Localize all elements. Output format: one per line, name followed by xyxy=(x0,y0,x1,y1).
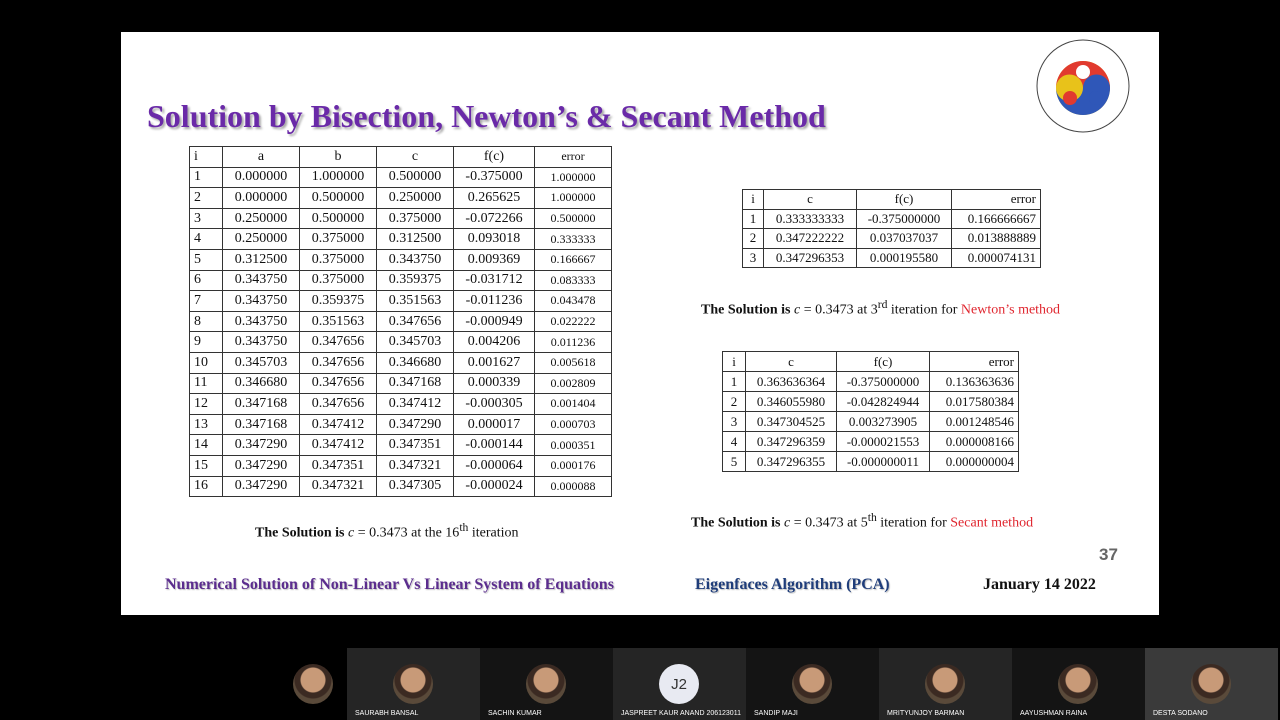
table-cell: 4 xyxy=(723,432,746,452)
table-cell: 0.347412 xyxy=(300,414,377,435)
participant-strip xyxy=(280,648,1278,720)
column-header: f(c) xyxy=(837,352,930,372)
table-cell: 0.000339 xyxy=(454,373,535,394)
participant-tile[interactable] xyxy=(480,648,613,720)
table-cell: 0.351563 xyxy=(300,311,377,332)
table-row xyxy=(190,352,612,373)
table-cell: 0.000008166 xyxy=(930,432,1019,452)
table-row xyxy=(190,476,612,497)
table-cell: 0.022222 xyxy=(535,311,612,332)
table-cell: -0.375000 xyxy=(454,167,535,188)
table-cell: 0.347321 xyxy=(300,476,377,497)
participant-avatar xyxy=(1058,664,1098,704)
participant-avatar xyxy=(925,664,965,704)
participant-tile[interactable] xyxy=(613,648,746,720)
table-cell: 3 xyxy=(723,412,746,432)
column-header: f(c) xyxy=(857,190,952,210)
table-cell: 0.000703 xyxy=(535,414,612,435)
table-cell: 0.043478 xyxy=(535,291,612,312)
table-cell: 0.011236 xyxy=(535,332,612,353)
footer-course-title: Numerical Solution of Non-Linear Vs Linear System of Equations xyxy=(165,576,614,593)
table-cell: 0.347296355 xyxy=(746,452,837,472)
table-row xyxy=(190,373,612,394)
table-row xyxy=(190,270,612,291)
table-cell: 0.375000 xyxy=(300,270,377,291)
table-cell: 0.347168 xyxy=(223,414,300,435)
column-header: i xyxy=(723,352,746,372)
table-cell: 0.345703 xyxy=(223,352,300,373)
table-cell: 0.017580384 xyxy=(930,392,1019,412)
footer-topic: Eigenfaces Algorithm (PCA) xyxy=(695,576,890,593)
table-cell: 0.343750 xyxy=(223,332,300,353)
participant-avatar xyxy=(393,664,433,704)
table-cell: 1 xyxy=(743,209,764,229)
table-cell: 0.001404 xyxy=(535,394,612,415)
table-cell: 0.347168 xyxy=(377,373,454,394)
table-cell: 0.000195580 xyxy=(857,248,952,268)
table-cell: 0.347412 xyxy=(300,435,377,456)
table-cell: 16 xyxy=(190,476,223,497)
table-cell: 0.347296359 xyxy=(746,432,837,452)
table-cell: 5 xyxy=(190,249,223,270)
table-cell: 0.009369 xyxy=(454,249,535,270)
participant-name: SACHIN KUMAR xyxy=(488,710,542,717)
table-cell: 0.375000 xyxy=(300,249,377,270)
newton-solution-note: The Solution is c = 0.3473 at 3rd iteration for Newton’s method xyxy=(701,298,1061,318)
table-cell: 0.001627 xyxy=(454,352,535,373)
table-cell: 5 xyxy=(723,452,746,472)
table-cell: 0.343750 xyxy=(377,249,454,270)
table-cell: 0.037037037 xyxy=(857,229,952,249)
table-cell: 6 xyxy=(190,270,223,291)
table-cell: 0.347321 xyxy=(377,455,454,476)
table-cell: 0.346055980 xyxy=(746,392,837,412)
column-header: error xyxy=(952,190,1041,210)
participant-tile[interactable] xyxy=(347,648,480,720)
table-cell: 0.000000004 xyxy=(930,452,1019,472)
table-row xyxy=(190,229,612,250)
table-row xyxy=(723,412,1019,432)
table-row xyxy=(190,435,612,456)
slide-page-number: 37 xyxy=(1099,545,1118,564)
column-header: i xyxy=(743,190,764,210)
table-cell: 9 xyxy=(190,332,223,353)
table-cell: 10 xyxy=(190,352,223,373)
table-cell: 0.013888889 xyxy=(952,229,1041,249)
bisection-table xyxy=(189,146,612,497)
table-cell: 3 xyxy=(190,208,223,229)
table-cell: 0.312500 xyxy=(377,229,454,250)
column-header: a xyxy=(223,147,300,168)
table-cell: 0.312500 xyxy=(223,249,300,270)
table-cell: 0.000000 xyxy=(223,167,300,188)
table-cell: 0.347351 xyxy=(300,455,377,476)
table-cell: 0.347656 xyxy=(300,394,377,415)
table-cell: 0.375000 xyxy=(377,208,454,229)
secant-table xyxy=(722,351,1019,472)
table-cell: 13 xyxy=(190,414,223,435)
table-cell: 0.347290 xyxy=(223,476,300,497)
table-header-row xyxy=(190,147,612,168)
participant-avatar xyxy=(526,664,566,704)
table-cell: 0.347290 xyxy=(223,435,300,456)
table-row xyxy=(190,249,612,270)
table-row xyxy=(190,291,612,312)
column-header: error xyxy=(535,147,612,168)
participant-avatar xyxy=(293,664,333,704)
table-cell: 1 xyxy=(190,167,223,188)
table-cell: 0.347656 xyxy=(300,352,377,373)
table-cell: 0.136363636 xyxy=(930,372,1019,392)
participant-avatar xyxy=(1191,664,1231,704)
table-cell: 0.347290 xyxy=(223,455,300,476)
table-cell: 0.093018 xyxy=(454,229,535,250)
table-cell: 0.166667 xyxy=(535,249,612,270)
participant-name: JASPREET KAUR ANAND 206123011 xyxy=(621,710,741,717)
participant-tile[interactable] xyxy=(879,648,1012,720)
table-cell: -0.011236 xyxy=(454,291,535,312)
table-cell: 0.250000 xyxy=(377,188,454,209)
table-cell: 0.347656 xyxy=(300,373,377,394)
table-cell: 0.500000 xyxy=(377,167,454,188)
table-cell: 0.000176 xyxy=(535,455,612,476)
table-cell: -0.000949 xyxy=(454,311,535,332)
table-row xyxy=(743,248,1041,268)
table-cell: 0.000017 xyxy=(454,414,535,435)
table-cell: 0.000074131 xyxy=(952,248,1041,268)
participant-tile[interactable] xyxy=(746,648,879,720)
table-cell: 1.000000 xyxy=(535,188,612,209)
table-cell: 0.333333 xyxy=(535,229,612,250)
table-row xyxy=(190,332,612,353)
table-row xyxy=(190,414,612,435)
table-cell: 0.265625 xyxy=(454,188,535,209)
table-cell: 0.000000 xyxy=(223,188,300,209)
secant-solution-note: The Solution is c = 0.3473 at 5th iteration for Secant method xyxy=(691,511,1034,531)
table-cell: 0.250000 xyxy=(223,229,300,250)
table-row xyxy=(723,452,1019,472)
table-cell: 1.000000 xyxy=(535,167,612,188)
newton-table xyxy=(742,189,1041,268)
table-row xyxy=(190,208,612,229)
participant-name: AAYUSHMAN RAINA xyxy=(1020,710,1088,717)
table-cell: 0.359375 xyxy=(300,291,377,312)
table-cell: 7 xyxy=(190,291,223,312)
participant-avatar xyxy=(792,664,832,704)
table-row xyxy=(190,167,612,188)
table-row xyxy=(190,311,612,332)
participant-name: SAURABH BANSAL xyxy=(355,710,419,717)
table-cell: -0.375000000 xyxy=(857,209,952,229)
table-row xyxy=(743,229,1041,249)
table-cell: 0.250000 xyxy=(223,208,300,229)
table-cell: -0.072266 xyxy=(454,208,535,229)
table-cell: 14 xyxy=(190,435,223,456)
participant-name: SANDIP MAJI xyxy=(754,710,798,717)
table-cell: 0.002809 xyxy=(535,373,612,394)
table-cell: 15 xyxy=(190,455,223,476)
table-cell: 0.347656 xyxy=(377,311,454,332)
table-cell: 0.005618 xyxy=(535,352,612,373)
table-header-row xyxy=(723,352,1019,372)
table-cell: -0.375000000 xyxy=(837,372,930,392)
table-cell: -0.000305 xyxy=(454,394,535,415)
table-row xyxy=(190,455,612,476)
table-row xyxy=(723,392,1019,412)
table-cell: 2 xyxy=(743,229,764,249)
table-cell: -0.031712 xyxy=(454,270,535,291)
table-cell: -0.000024 xyxy=(454,476,535,497)
table-cell: 0.347222222 xyxy=(764,229,857,249)
table-cell: 0.500000 xyxy=(300,188,377,209)
table-cell: 2 xyxy=(723,392,746,412)
table-cell: 8 xyxy=(190,311,223,332)
table-cell: 0.500000 xyxy=(535,208,612,229)
participant-tile[interactable] xyxy=(1012,648,1145,720)
table-cell: 0.347305 xyxy=(377,476,454,497)
table-cell: 3 xyxy=(743,248,764,268)
table-cell: 0.347351 xyxy=(377,435,454,456)
participant-name: MRITYUNJOY BARMAN xyxy=(887,710,965,717)
table-cell: 0.003273905 xyxy=(837,412,930,432)
table-cell: 11 xyxy=(190,373,223,394)
table-cell: 0.351563 xyxy=(377,291,454,312)
column-header: i xyxy=(190,147,223,168)
table-cell: 12 xyxy=(190,394,223,415)
participant-tile[interactable] xyxy=(1145,648,1278,720)
table-cell: 0.363636364 xyxy=(746,372,837,392)
participant-avatar: J2 xyxy=(659,664,699,704)
iit-guwahati-logo xyxy=(1033,36,1133,136)
table-cell: -0.000000011 xyxy=(837,452,930,472)
table-cell: 0.343750 xyxy=(223,291,300,312)
table-cell: 1.000000 xyxy=(300,167,377,188)
table-cell: -0.042824944 xyxy=(837,392,930,412)
column-header: c xyxy=(746,352,837,372)
table-cell: 0.346680 xyxy=(377,352,454,373)
table-cell: 0.500000 xyxy=(300,208,377,229)
table-header-row xyxy=(743,190,1041,210)
table-row xyxy=(723,432,1019,452)
column-header: c xyxy=(764,190,857,210)
table-cell: 2 xyxy=(190,188,223,209)
table-cell: 0.166666667 xyxy=(952,209,1041,229)
bisection-solution-note: The Solution is c = 0.3473 at the 16th iteration xyxy=(255,521,519,541)
table-cell: -0.000021553 xyxy=(837,432,930,452)
table-cell: 0.347304525 xyxy=(746,412,837,432)
table-cell: 0.345703 xyxy=(377,332,454,353)
table-row xyxy=(723,372,1019,392)
footer-date: January 14 2022 xyxy=(983,576,1096,593)
table-cell: 4 xyxy=(190,229,223,250)
table-cell: 0.347168 xyxy=(223,394,300,415)
column-header: error xyxy=(930,352,1019,372)
table-row xyxy=(190,394,612,415)
table-cell: 0.347412 xyxy=(377,394,454,415)
table-cell: 0.004206 xyxy=(454,332,535,353)
table-cell: -0.000064 xyxy=(454,455,535,476)
table-cell: 0.346680 xyxy=(223,373,300,394)
table-cell: 0.347656 xyxy=(300,332,377,353)
table-cell: -0.000144 xyxy=(454,435,535,456)
table-cell: 0.000351 xyxy=(535,435,612,456)
participant-name: DESTA SODANO xyxy=(1153,710,1208,717)
table-cell: 0.347290 xyxy=(377,414,454,435)
table-cell: 1 xyxy=(723,372,746,392)
table-cell: 0.347296353 xyxy=(764,248,857,268)
column-header: b xyxy=(300,147,377,168)
column-header: f(c) xyxy=(454,147,535,168)
column-header: c xyxy=(377,147,454,168)
presentation-slide xyxy=(121,32,1159,615)
table-cell: 0.343750 xyxy=(223,270,300,291)
table-cell: 0.359375 xyxy=(377,270,454,291)
table-cell: 0.083333 xyxy=(535,270,612,291)
table-cell: 0.333333333 xyxy=(764,209,857,229)
table-cell: 0.000088 xyxy=(535,476,612,497)
table-cell: 0.343750 xyxy=(223,311,300,332)
participant-tile[interactable] xyxy=(280,648,347,720)
table-row xyxy=(743,209,1041,229)
table-row xyxy=(190,188,612,209)
table-cell: 0.001248546 xyxy=(930,412,1019,432)
slide-title: Solution by Bisection, Newton’s & Secant Method xyxy=(147,98,826,134)
table-cell: 0.375000 xyxy=(300,229,377,250)
